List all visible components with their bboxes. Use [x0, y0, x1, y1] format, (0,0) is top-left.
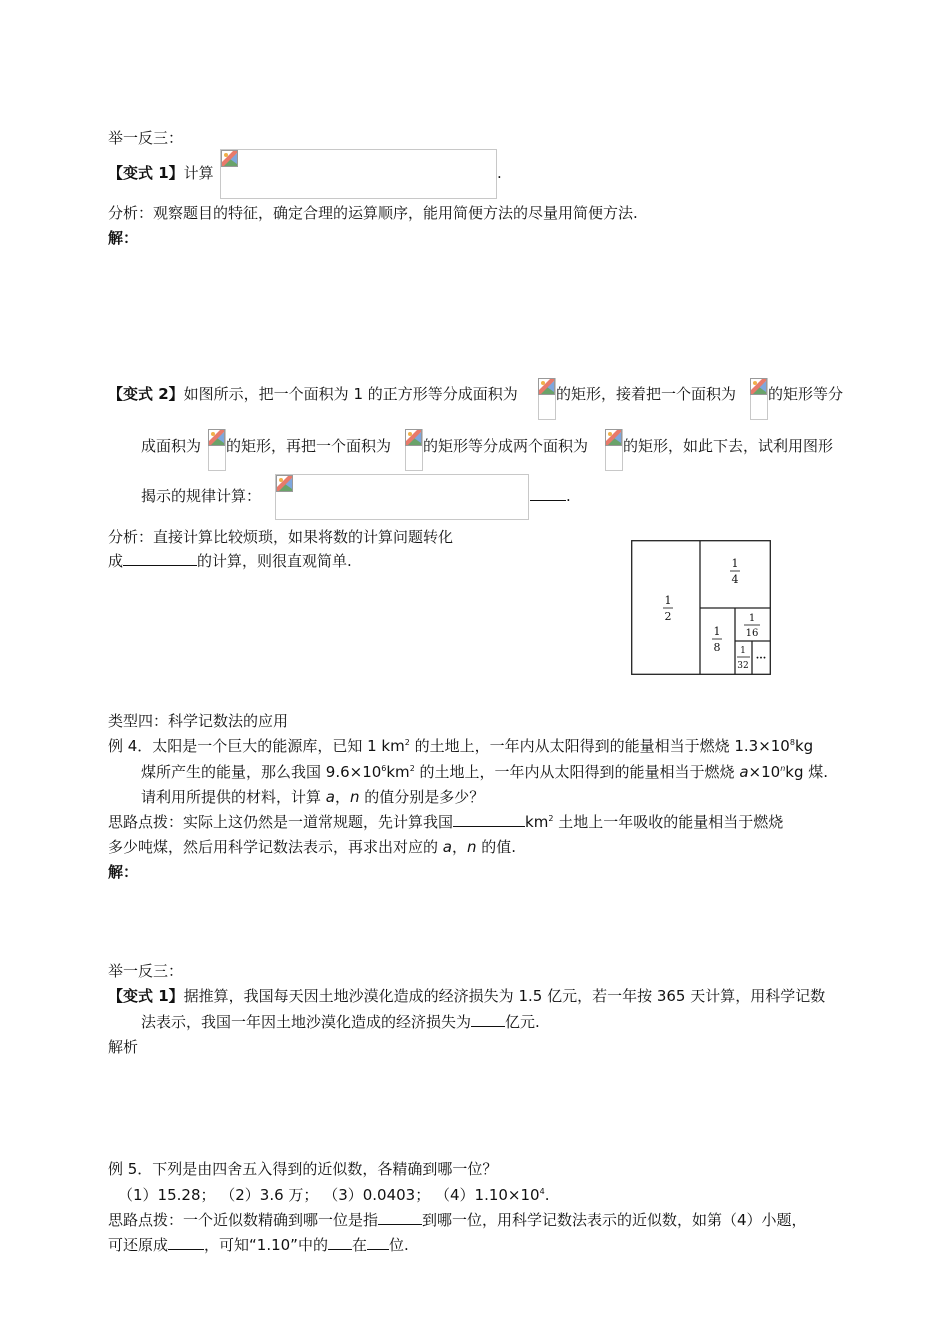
example-5-line-1: 例 5．下列是由四舍五入得到的近似数，各精确到哪一位？	[108, 1160, 498, 1178]
answer-blank[interactable]	[378, 1210, 422, 1225]
variant-3-text-3: 亿元.	[505, 1013, 540, 1031]
hint4-text: 思路点拨：实际上这仍然是一道常规题，先计算我国	[108, 813, 454, 831]
example-4-line-2	[141, 762, 828, 782]
variant-2-answer-line	[530, 486, 571, 506]
variant-3-text-1: 据推算，我国每天因土地沙漠化造成的经济损失为 1.5 亿元，若一年按 365 天计算，用科学记数	[183, 987, 826, 1005]
variant-2-label: 【变式 2】	[108, 385, 184, 403]
label-continuation-dots: ···	[755, 653, 767, 664]
variant-2-text-6: 的矩形等分成两个面积为	[423, 437, 589, 455]
hint5-text: 到哪一位，用科学记数法表示的近似数，如第（4）小题，	[422, 1211, 807, 1229]
square-subdivision-figure	[631, 540, 771, 675]
ex4-text: ，	[334, 788, 350, 806]
hint-5-line-1	[108, 1210, 807, 1230]
ex4-sup: 2	[404, 738, 410, 747]
variant-1-label: 【变式 1】	[108, 164, 184, 182]
hint4-text: 多少吨煤，然后用科学记数法表示，再求出对应的	[108, 838, 443, 856]
variant-2-line-1	[108, 384, 518, 404]
hint4-text: 的值.	[476, 838, 517, 856]
hint5-text: 位.	[388, 1236, 409, 1254]
ex4-text: 煤所产生的能量，那么我国 9.6×10	[141, 763, 382, 781]
ex4-sup: 2	[409, 764, 415, 773]
answer-blank[interactable]	[123, 551, 197, 566]
variant-1-period: .	[497, 164, 502, 182]
variant-2-text-8: 揭示的规律计算：	[141, 487, 262, 505]
variant-3-line-1	[108, 986, 825, 1006]
ex4-text: 的土地上，一年内从太阳得到的能量相当于燃烧 1.3×10	[409, 737, 790, 755]
label-thirtysecond-num: 1	[740, 646, 746, 656]
hint5-text: 在	[351, 1236, 367, 1254]
label-sixteenth-num: 1	[748, 613, 756, 624]
section-heading-practice-1: 举一反三：	[108, 129, 184, 147]
hint-5-line-2	[108, 1235, 409, 1255]
variant-3-text-2: 法表示，我国一年因土地沙漠化造成的经济损失为	[141, 1013, 472, 1031]
variant-3-label: 【变式 1】	[108, 987, 184, 1005]
broken-image-icon	[208, 429, 225, 446]
analysis-2-text-b: 的计算，则很直观简单.	[197, 552, 352, 570]
variant-2-text-2: 的矩形，接着把一个面积为	[556, 385, 737, 403]
label-sixteenth-den: 16	[745, 628, 759, 639]
variant-2-text-1: 如图所示，把一个面积为 1 的正方形等分成面积为	[183, 385, 518, 403]
variable-n-sup: n	[780, 764, 786, 773]
broken-image-icon	[221, 150, 238, 167]
ex4-text: kg 煤.	[785, 763, 829, 781]
answer-blank[interactable]	[328, 1235, 352, 1250]
answer-blank[interactable]	[530, 486, 566, 501]
example-4-line-3	[141, 787, 484, 807]
analysis-2-line-1: 分析：直接计算比较烦琐，如果将数的计算问题转化	[108, 528, 454, 546]
variant-1-text: 计算	[183, 164, 214, 182]
ex5-sup: 4	[539, 1187, 545, 1196]
analysis-1: 分析：观察题目的特征，确定合理的运算顺序，能用简便方法的尽量用简便方法.	[108, 204, 638, 222]
variant-1-line	[108, 163, 214, 183]
broken-image-icon	[276, 475, 293, 492]
hint-4-line-2	[108, 837, 516, 857]
ex4-sup: 8	[789, 738, 795, 747]
broken-image-icon	[750, 378, 767, 395]
broken-image-icon	[405, 429, 422, 446]
example-4-line-1	[108, 736, 813, 756]
hint4-text: km	[525, 813, 549, 831]
label-eighth-den: 8	[713, 641, 721, 654]
solution-label-1: 解：	[108, 229, 139, 247]
answer-blank[interactable]	[168, 1235, 204, 1250]
analysis-label: 解析	[108, 1038, 139, 1056]
label-half-num: 1	[664, 594, 672, 607]
ex4-text: 请利用所提供的材料，计算	[141, 788, 326, 806]
variant-3-line-2	[141, 1012, 540, 1032]
type-4-heading: 类型四：科学记数法的应用	[108, 712, 289, 730]
ex4-text: 例 4．太阳是一个巨大的能源库，已知 1 km	[108, 737, 405, 755]
hint5-text: 可还原成	[108, 1236, 169, 1254]
variant-2-text-3: 的矩形等分	[768, 385, 844, 403]
variable-a: a	[739, 763, 749, 781]
variable-a: a	[325, 788, 335, 806]
ex5-text: （1）15.28； （2）3.6 万； （3）0.0403； （4）1.10×10	[118, 1186, 540, 1204]
formula-image-frame	[275, 474, 529, 520]
hint-4-line-1	[108, 812, 783, 832]
hint5-text: ，可知“1.10”中的	[204, 1236, 328, 1254]
broken-image-icon	[538, 378, 555, 395]
label-eighth-num: 1	[713, 625, 721, 638]
ex4-text: 的值分别是多少？	[359, 788, 485, 806]
label-thirtysecond-den: 32	[737, 661, 749, 671]
label-quarter-den: 4	[731, 573, 739, 586]
hint4-sup: 2	[548, 814, 554, 823]
label-half-den: 2	[664, 610, 672, 623]
variant-2-text-7: 的矩形，如此下去，试利用图形	[623, 437, 834, 455]
answer-blank[interactable]	[367, 1235, 389, 1250]
variable-a: a	[442, 838, 452, 856]
analysis-2-line-2	[108, 551, 352, 571]
answer-blank[interactable]	[471, 1012, 505, 1027]
analysis-2-text-a: 成	[108, 552, 124, 570]
label-quarter-num: 1	[731, 557, 739, 570]
variant-2-text-5: 的矩形，再把一个面积为	[226, 437, 392, 455]
ex4-text: kg	[794, 737, 814, 755]
ex5-text: .	[544, 1186, 550, 1204]
hint4-text: 土地上一年吸收的能量相当于燃烧	[553, 813, 784, 831]
ex4-text: ×10	[748, 763, 781, 781]
solution-label-4: 解：	[108, 863, 139, 881]
ex4-text: km	[386, 763, 410, 781]
variable-n: n	[467, 838, 477, 856]
section-heading-practice-2: 举一反三：	[108, 962, 184, 980]
variant-2-text-4: 成面积为	[141, 437, 202, 455]
variable-n: n	[350, 788, 360, 806]
answer-blank[interactable]	[453, 812, 525, 827]
formula-image-frame	[220, 149, 497, 199]
example-5-line-2	[118, 1185, 549, 1205]
hint4-text: ，	[451, 838, 467, 856]
ex4-sup: 6	[381, 764, 387, 773]
variant-2-period: .	[566, 487, 571, 505]
broken-image-icon	[605, 429, 622, 446]
hint5-text: 思路点拨：一个近似数精确到哪一位是指	[108, 1211, 379, 1229]
ex4-text: 的土地上，一年内从太阳得到的能量相当于燃烧	[414, 763, 740, 781]
